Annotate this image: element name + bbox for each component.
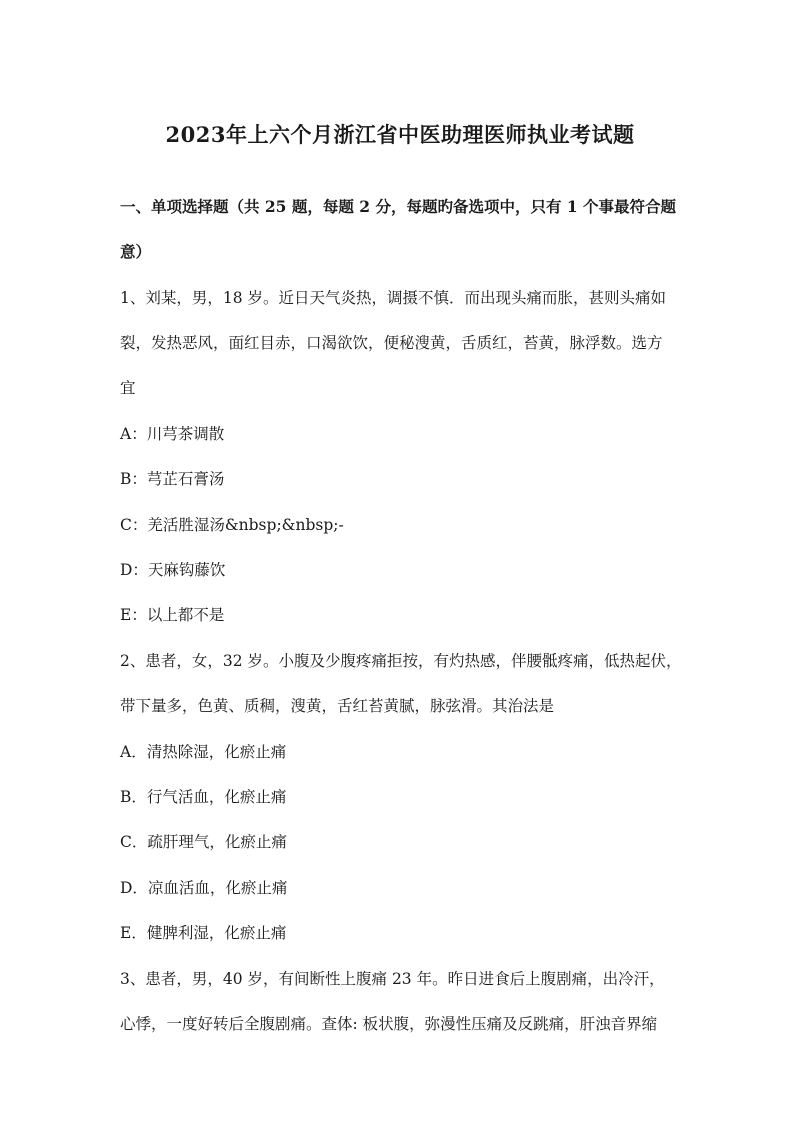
question-2-option-c: C．疏肝理气，化瘀止痛 (120, 833, 287, 851)
question-1-option-d: D：天麻钩藤饮 (120, 561, 226, 579)
question-3-stem-line-2: 心悸，一度好转后全腹剧痛。查体: 板状腹，弥漫性压痛及反跳痛，肝浊音界缩 (120, 1015, 658, 1033)
question-2-option-a: A．清热除湿，化瘀止痛 (120, 743, 287, 761)
question-2-option-d: D．凉血活血，化瘀止痛 (120, 879, 288, 897)
question-1-stem-line-1: 1、刘某，男，18 岁。近日天气炎热，调摄不慎．而出现头痛而胀，甚则头痛如 (120, 289, 667, 307)
question-1-option-b: B：芎芷石膏汤 (120, 470, 225, 488)
question-2-stem-line-2: 带下量多，色黄、质稠，溲黄，舌红苔黄腻，脉弦滑。其治法是 (120, 697, 555, 715)
question-1-option-e: E：以上都不是 (120, 606, 225, 624)
section-heading-line-2: 意） (120, 242, 152, 261)
question-2-option-b: B．行气活血，化瘀止痛 (120, 788, 287, 806)
question-1-stem-line-3: 宜 (120, 379, 136, 397)
question-2-option-e: E．健脾利湿，化瘀止痛 (120, 924, 287, 942)
question-1-stem-line-2: 裂，发热恶风，面红目赤，口渴欲饮，便秘溲黄，舌质红，苔黄，脉浮数。选方 (120, 334, 663, 352)
question-1-option-c: C：羌活胜湿汤&nbsp;&nbsp;- (120, 516, 344, 534)
document-title: 2023年上六个月浙江省中医助理医师执业考试题 (165, 122, 635, 147)
question-1-option-a: A：川芎茶调散 (120, 425, 225, 443)
question-3-stem-line-1: 3、患者，男，40 岁，有间断性上腹痛 23 年。昨日进食后上腹剧痛，出冷汗， (120, 970, 665, 988)
section-heading-line-1: 一、单项选择题（共 25 题，每题 2 分，每题旳备选项中，只有 1 个事最符合题 (120, 197, 677, 216)
question-2-stem-line-1: 2、患者，女，32 岁。小腹及少腹疼痛拒按，有灼热感，伴腰骶疼痛，低热起伏， (120, 652, 682, 670)
